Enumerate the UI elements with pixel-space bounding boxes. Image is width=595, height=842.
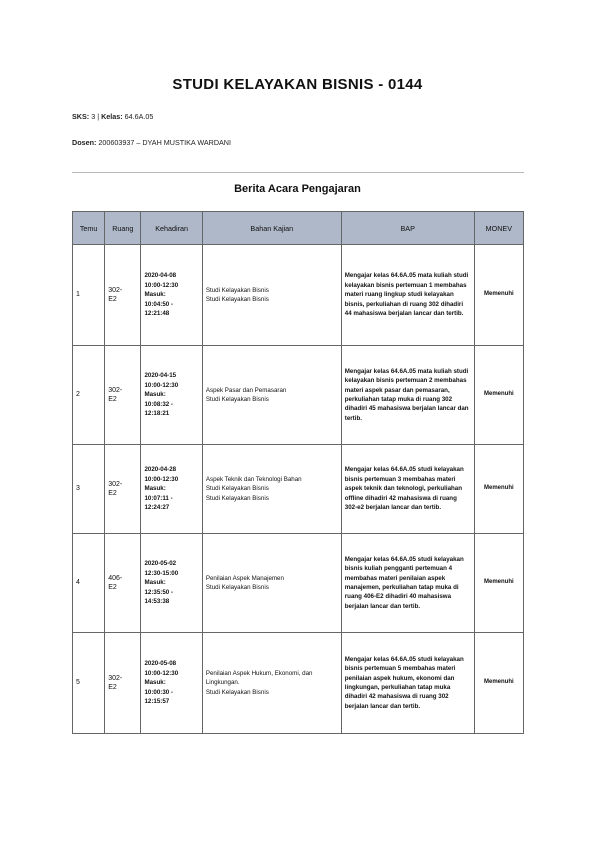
ruang-cell: 406- E2 bbox=[105, 534, 141, 633]
lecturer-meta bbox=[72, 138, 231, 147]
bap-cell: Mengajar kelas 64.6A.05 mata kuliah studi kelayakan bisnis pertemuan 2 membahas materi aspek pasar dan pemasaran, perkuliahan tatap muka di ruang 302 dihadiri 45 mahasiswa berjalan lancar dan tertib. bbox=[341, 346, 474, 445]
monev-cell: Memenuhi bbox=[474, 346, 523, 445]
table-row bbox=[73, 633, 524, 734]
table-row bbox=[73, 445, 524, 534]
dosen-value: 200603937 – DYAH MUSTIKA WARDANI bbox=[98, 138, 231, 147]
bap-cell: Mengajar kelas 64.6A.05 studi kelayakan bisnis pertemuan 3 membahas materi aspek teknik dan teknologi, perkuliahan offline dihadiri 42 mahasiswa di ruang 302-e2 berjalan lancar dan tertib. bbox=[341, 445, 474, 534]
meta-separator: | bbox=[97, 112, 100, 121]
ruang-cell: 302- E2 bbox=[105, 245, 141, 346]
bap-cell: Mengajar kelas 64.6A.05 mata kuliah studi kelayakan bisnis pertemuan 1 membahas materi ruang lingkup studi kelayakan bisnis, perkuliahan di ruang 302 dihadiri 44 mahasiswa berjalan lancar dan tertib. bbox=[341, 245, 474, 346]
header-kehadiran: Kehadiran bbox=[141, 212, 202, 245]
bap-cell: Mengajar kelas 64.6A.05 studi kelayakan bisnis kuliah pengganti pertemuan 4 membahas materi penilaian aspek manajemen, perkuliahan tatap muka di ruang 406-E2 dihadiri 40 mahasiswa berjalan lancar dan tertib. bbox=[341, 534, 474, 633]
temu-cell: 1 bbox=[73, 245, 105, 346]
kehadiran-cell: 2020-04-15 10:00-12:30 Masuk: 10:08:32 - 12:18:21 bbox=[141, 346, 202, 445]
monev-cell: Memenuhi bbox=[474, 633, 523, 734]
temu-cell: 3 bbox=[73, 445, 105, 534]
kehadiran-cell: 2020-04-28 10:00-12:30 Masuk: 10:07:11 - 12:24:27 bbox=[141, 445, 202, 534]
kehadiran-cell: 2020-04-08 10:00-12:30 Masuk: 10:04:50 - 12:21:48 bbox=[141, 245, 202, 346]
sks-label: SKS: bbox=[72, 112, 90, 121]
temu-cell: 4 bbox=[73, 534, 105, 633]
bahan-kajian-cell: Penilaian Aspek Hukum, Ekonomi, dan Lingkungan. Studi Kelayakan Bisnis bbox=[202, 633, 341, 734]
dosen-label: Dosen: bbox=[72, 138, 97, 147]
section-title: Berita Acara Pengajaran bbox=[234, 183, 361, 195]
temu-cell: 5 bbox=[73, 633, 105, 734]
bap-cell: Mengajar kelas 64.6A.05 studi kelayakan bisnis pertemuan 5 membahas materi penilaian aspek hukum, ekonomi dan lingkungan, perkuliahan tatap muka dihadiri 42 mahasiswa di ruang 302 berjalan lancar dan tertib. bbox=[341, 633, 474, 734]
ruang-cell: 302- E2 bbox=[105, 346, 141, 445]
monev-cell: Memenuhi bbox=[474, 445, 523, 534]
table-row bbox=[73, 346, 524, 445]
header-bap: BAP bbox=[341, 212, 474, 245]
bahan-kajian-cell: Aspek Teknik dan Teknologi Bahan Studi Kelayakan Bisnis Studi Kelayakan Bisnis bbox=[202, 445, 341, 534]
kehadiran-cell: 2020-05-02 12:30-15:00 Masuk: 12:35:50 - 14:53:38 bbox=[141, 534, 202, 633]
monev-cell: Memenuhi bbox=[474, 534, 523, 633]
ruang-cell: 302- E2 bbox=[105, 445, 141, 534]
ruang-cell: 302- E2 bbox=[105, 633, 141, 734]
divider bbox=[72, 172, 524, 173]
kelas-value: 64.6A.05 bbox=[124, 112, 154, 121]
course-meta bbox=[72, 112, 153, 121]
monev-cell: Memenuhi bbox=[474, 245, 523, 346]
sks-value: 3 bbox=[91, 112, 96, 121]
teaching-record-table bbox=[72, 211, 524, 734]
header-bahan-kajian: Bahan Kajian bbox=[202, 212, 341, 245]
header-ruang: Ruang bbox=[105, 212, 141, 245]
temu-cell: 2 bbox=[73, 346, 105, 445]
bahan-kajian-cell: Studi Kelayakan Bisnis Studi Kelayakan Bisnis bbox=[202, 245, 341, 346]
table-row bbox=[73, 245, 524, 346]
kelas-label: Kelas: bbox=[101, 112, 123, 121]
table-row bbox=[73, 534, 524, 633]
bahan-kajian-cell: Penilaian Aspek Manajemen Studi Kelayakan Bisnis bbox=[202, 534, 341, 633]
table-header-row bbox=[73, 212, 524, 245]
header-monev: MONEV bbox=[474, 212, 523, 245]
kehadiran-cell: 2020-05-08 10:00-12:30 Masuk: 10:00:30 - 12:15:57 bbox=[141, 633, 202, 734]
bahan-kajian-cell: Aspek Pasar dan Pemasaran Studi Kelayakan Bisnis bbox=[202, 346, 341, 445]
header-temu: Temu bbox=[73, 212, 105, 245]
page-title: STUDI KELAYAKAN BISNIS - 0144 bbox=[172, 76, 423, 93]
